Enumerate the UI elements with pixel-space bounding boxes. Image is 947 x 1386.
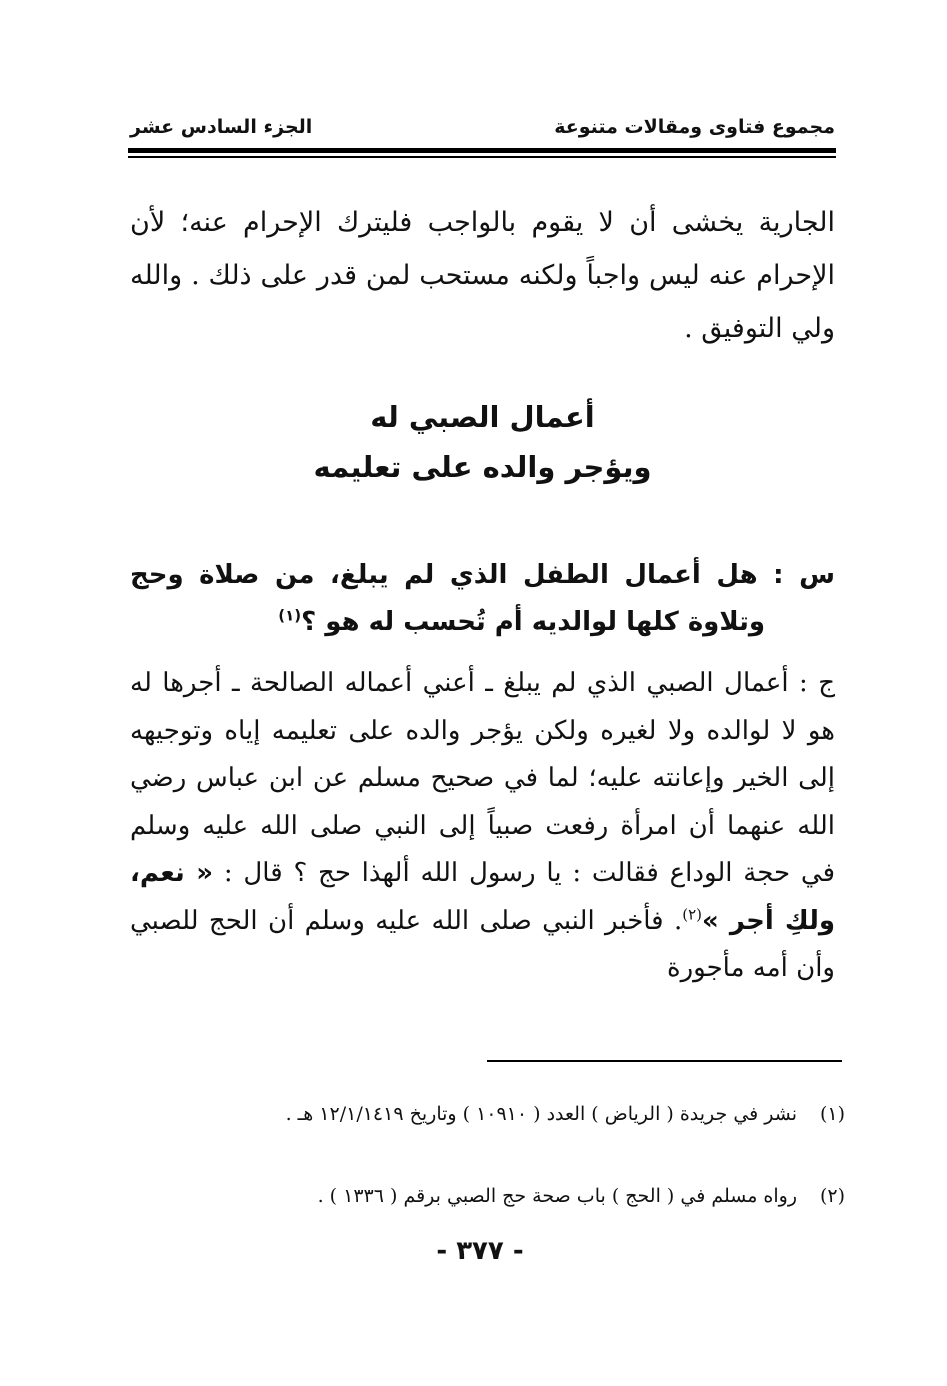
footnote-number: (١) xyxy=(819,1103,845,1125)
footnote-text: رواه مسلم في ( الحج ) باب صحة حج الصبي برقم ( ١٣٣٦ ) . xyxy=(317,1185,797,1207)
running-header xyxy=(130,112,835,142)
footnote-ref-1: (١) xyxy=(278,606,302,625)
section-title-line-2: ويؤجر والده على تعليمه xyxy=(313,450,652,484)
answer-text-part-2: . فأخبر النبي صلى الله عليه وسلم أن الحج للصبي وأن أمه مأجورة xyxy=(130,905,835,983)
footnote-ref-2: (٢) xyxy=(682,904,702,923)
hadith-quote: « نعم، ولكِ أجر » xyxy=(130,858,835,936)
volume-label: الجزء السادس عشر xyxy=(130,116,313,138)
section-title-line-1: أعمال الصبي له xyxy=(370,400,595,434)
header-rule-thin xyxy=(128,156,836,158)
footnote-number: (٢) xyxy=(819,1185,845,1207)
page-number: - ٣٧٧ - xyxy=(436,1236,524,1266)
footnote-2 xyxy=(130,1180,845,1213)
question-paragraph xyxy=(130,552,835,646)
header-rule-thick xyxy=(128,148,836,153)
answer-paragraph xyxy=(130,660,835,993)
book-title: مجموع فتاوى ومقالات متنوعة xyxy=(554,116,835,138)
footnote-separator xyxy=(487,1060,842,1062)
question-text: س : هل أعمال الطفل الذي لم يبلغ، من صلاة وحج وتلاوة كلها لوالديه أم تُحسب له هو ؟ xyxy=(130,560,835,637)
footnote-1 xyxy=(130,1098,845,1131)
footnote-text: نشر في جريدة ( الرياض ) العدد ( ١٠٩١٠ ) وتاريخ ١٢/١/١٤١٩ هـ . xyxy=(285,1103,797,1125)
intro-paragraph: الجارية يخشى أن لا يقوم بالواجب فليترك الإحرام عنه؛ لأن الإحرام عنه ليس واجباً ولكنه مستحب لمن قدر على ذلك . والله ولي التوفيق . xyxy=(130,207,835,344)
answer-text-part-1: ج : أعمال الصبي الذي لم يبلغ ـ أعني أعماله الصالحة ـ أجرها له هو لا لوالده ولا لغيره ولكن يؤجر والده على تعليمه إياه وتوجيهه إلى الخير وإعانته عليه؛ لما في صحيح مسلم عن ابن عباس رضي الله عنهما أن امرأة رفعت صبياً إلى النبي صلى الله عليه وسلم في حجة الوداع فقالت : يا رسول الله ألهذا حج ؟ قال : xyxy=(130,668,835,888)
